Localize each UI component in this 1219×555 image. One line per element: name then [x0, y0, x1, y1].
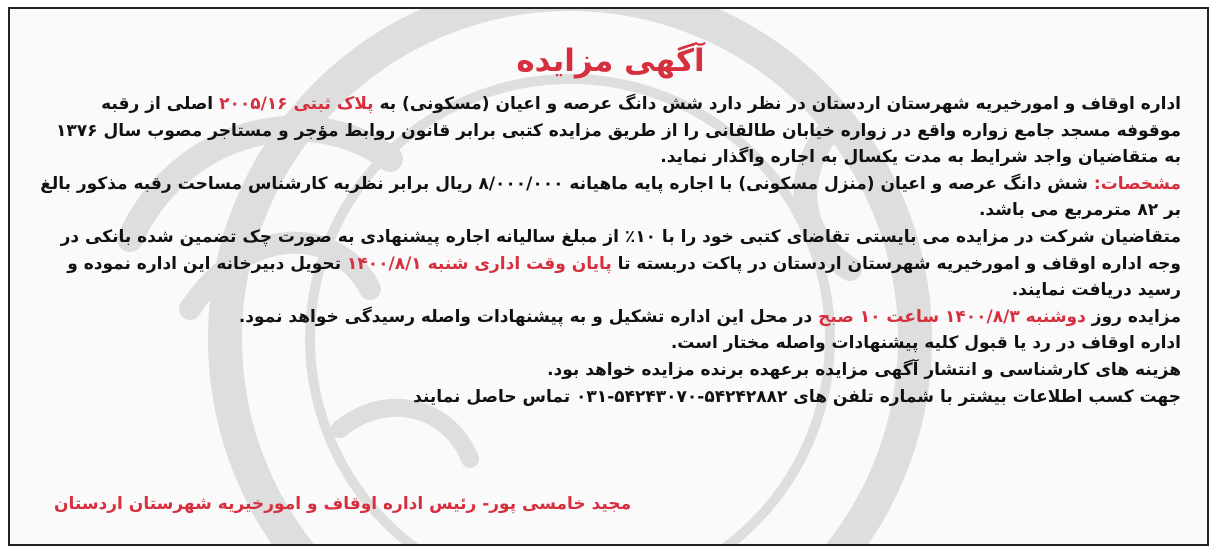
- watermark-stroke: [340, 408, 470, 459]
- specs-text: شش دانگ عرصه و اعیان (منزل مسکونی) با اجاره پایه ماهیانه ۸/۰۰۰/۰۰۰ ریال برابر نظریه کارشناس مساحت رقبه مذکور بالغ بر ۸۲ مترمربع می باشد.: [40, 173, 1181, 221]
- submission-paragraph: [40, 224, 1181, 304]
- signature: مجید خامسی پور- رئیس اداره اوقاف و امورخیریه شهرستان اردستان: [54, 494, 632, 514]
- rights-paragraph: اداره اوقاف در رد یا قبول کلیه پیشنهادات واصله مختار است.: [670, 333, 1181, 354]
- auction-text-b: در محل این اداره تشکیل و به پیشنهادات واصله رسیدگی خواهد نمود.: [238, 306, 819, 327]
- specs-paragraph: [40, 171, 1181, 224]
- auction-date: دوشنبه ۱۴۰۰/۸/۳ ساعت ۱۰ صبح: [818, 306, 1086, 327]
- submission-deadline: پایان وقت اداری شنبه ۱۴۰۰/۸/۱: [347, 253, 612, 274]
- specs-label: مشخصات:: [1093, 173, 1181, 194]
- auction-date-paragraph: [40, 304, 1181, 331]
- intro-paragraph: [40, 91, 1181, 171]
- submission-text-a: متقاضیان شرکت در مزایده می بایستی تقاضای کتبی خود را با ۱۰٪ از مبلغ سالیانه اجاره پیشنهادی به صورت چک تضمین شده بانکی در وجه اداره اوقاف و امورخیریه شهرستان اردستان در پاکت دربسته تا: [60, 226, 1181, 274]
- notice-frame: [8, 7, 1209, 546]
- plate-number: پلاک ثبتی ۲۰۰۵/۱۶: [219, 94, 374, 114]
- costs-paragraph: هزینه های کارشناسی و انتشار آگهی مزایده برعهده برنده مزایده خواهد بود.: [547, 359, 1181, 380]
- intro-text-b: اصلی از رقبه موقوفه مسجد جامع زواره واقع در زواره خیابان طالقانی را از طریق مزایده کتبی برابر قانون روابط مؤجر و مستاجر مصوب سال ۱۳۷۶ به متقاضیان واجد شرایط به مدت یکسال به اجاره واگذار نماید.: [56, 94, 1181, 168]
- notice-title: آگهی مزایده: [516, 43, 705, 79]
- contact-paragraph: جهت کسب اطلاعات بیشتر با شماره تلفن های ۵۴۲۴۲۸۸۲-۵۴۲۴۳۰۷۰-۰۳۱ تماس حاصل نمایند: [413, 386, 1181, 407]
- notice-body: [40, 39, 1181, 410]
- submission-text-b: تحویل دبیرخانه این اداره نموده و رسید دریافت نمایند.: [67, 253, 1181, 301]
- auction-text-a: مزایده روز: [1085, 306, 1181, 327]
- intro-text-a: اداره اوقاف و امورخیریه شهرستان اردستان در نظر دارد شش دانگ عرصه و اعیان (مسکونی) به: [373, 94, 1181, 114]
